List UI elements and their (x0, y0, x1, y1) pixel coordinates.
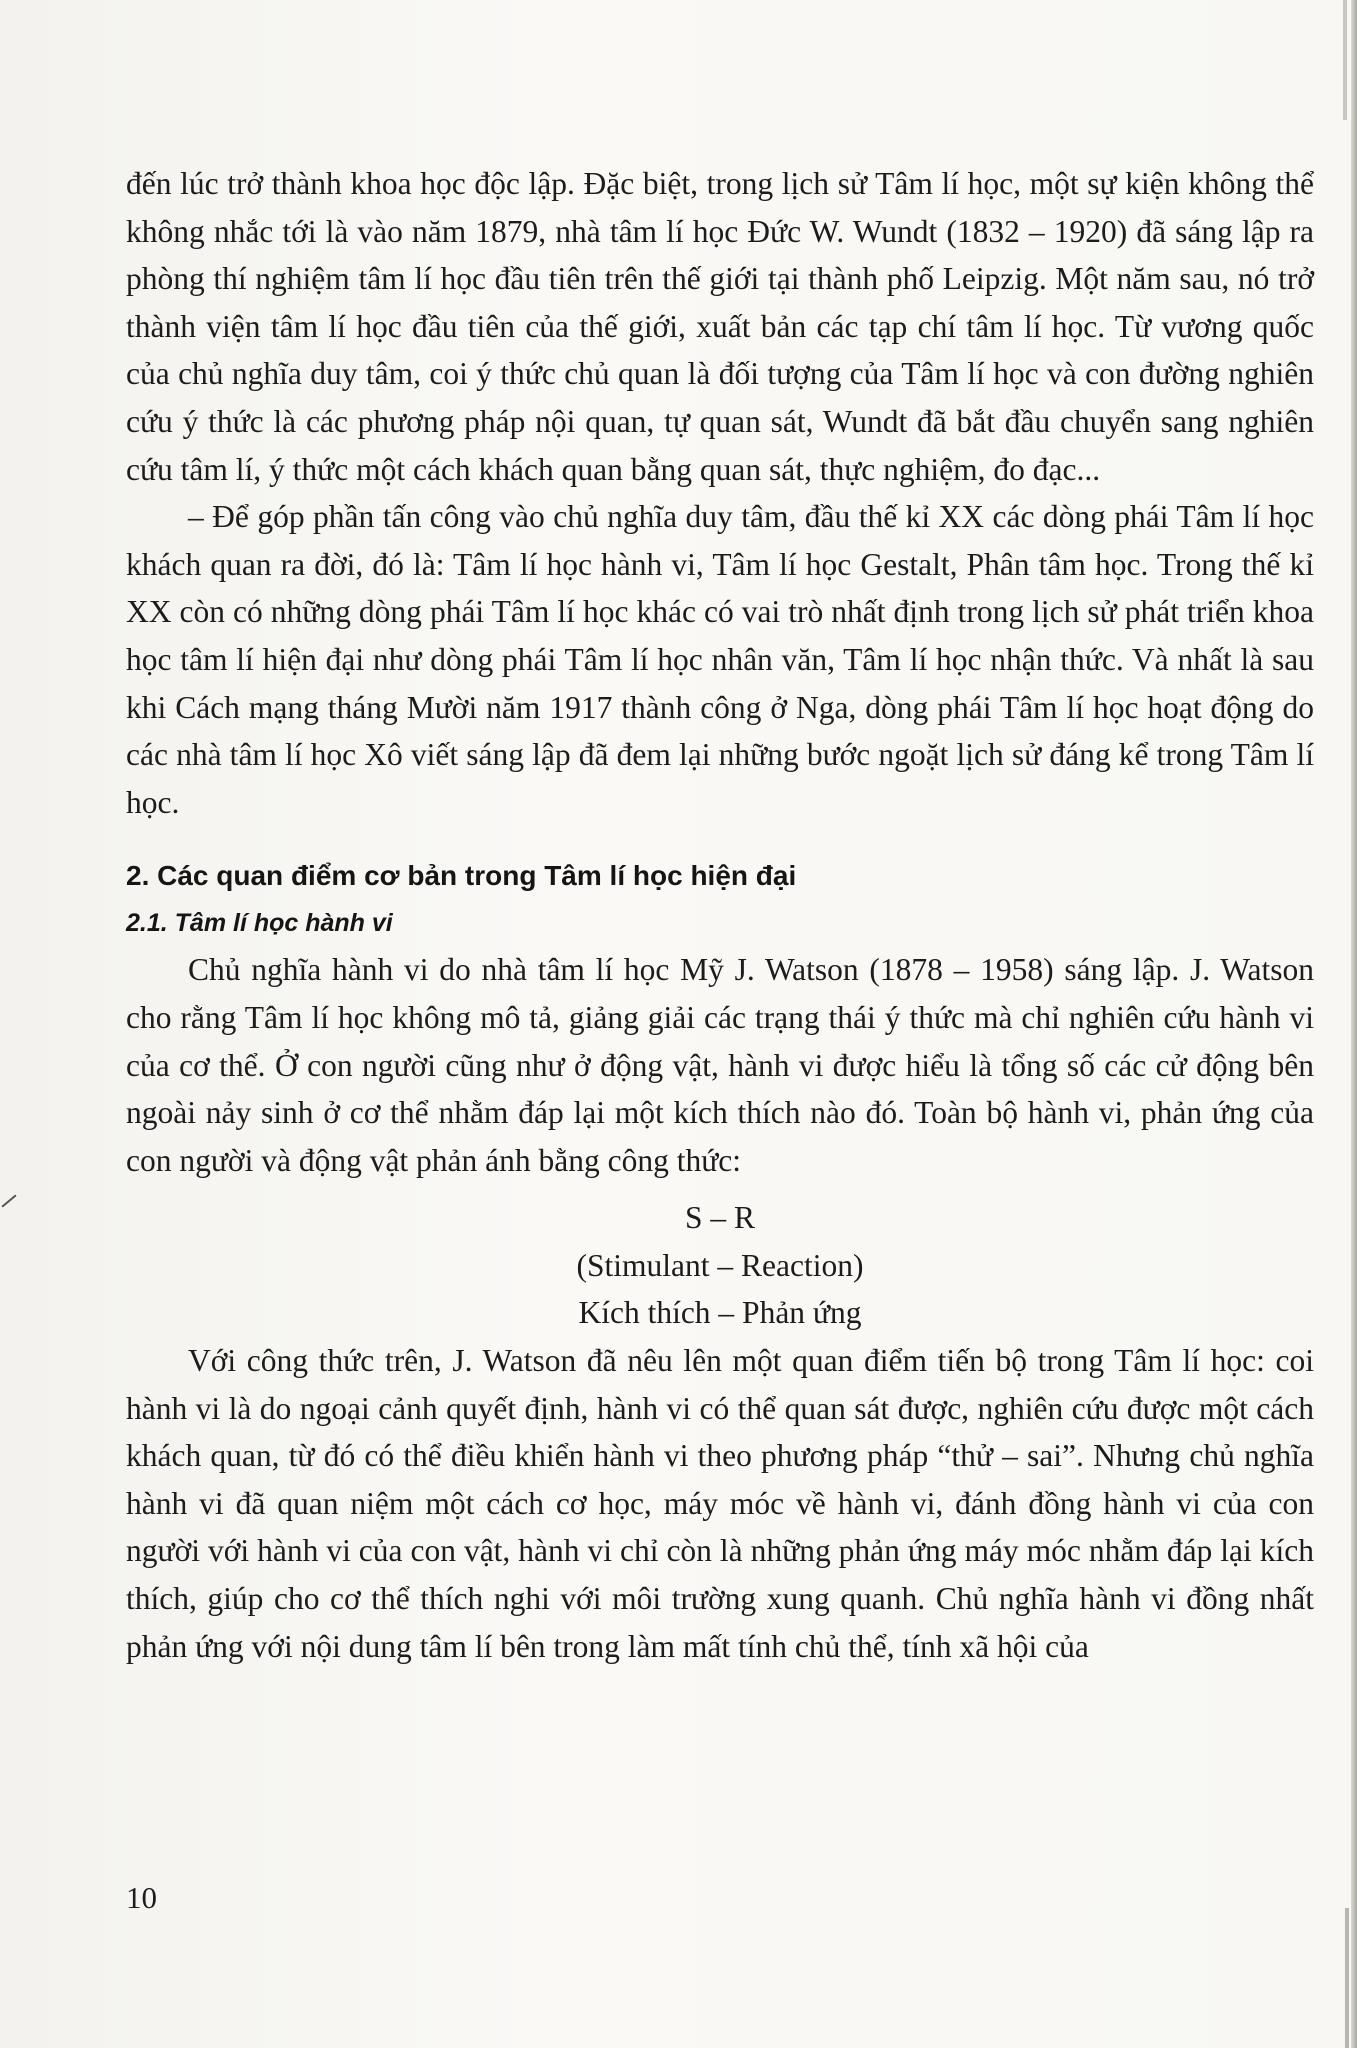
subsection-heading: 2.1. Tâm lí học hành vi (126, 909, 393, 938)
page-edge-shadow-top (1343, 0, 1347, 120)
formula-english: (Stimulant – Reaction) (576, 1247, 864, 1283)
page-body (126, 160, 1314, 1670)
paragraph-behaviorism: Chủ nghĩa hành vi do nhà tâm lí học Mỹ J. Watson (1878 – 1958) sáng lập. J. Watson cho rằng Tâm lí học không mô tả, giảng giải các trạng thái ý thức mà chỉ nghiên cứu hành vi của cơ thể. Ở con người cũng như ở động vật, hành vi được hiểu là tổng số các cử động bên ngoài nảy sinh ở cơ thể nhằm đáp lại một kích thích nào đó. Toàn bộ hành vi, phản ứng của con người và động vật phản ánh bằng công thức: (126, 952, 1314, 1178)
formula-s-r: S – R (684, 1200, 756, 1236)
formula-vietnamese: Kích thích – Phản ứng (578, 1295, 862, 1331)
paragraph-objective-psychology: – Để góp phần tấn công vào chủ nghĩa duy tâm, đầu thế kỉ XX các dòng phái Tâm lí học khách quan ra đời, đó là: Tâm lí học hành vi, Tâm lí học Gestalt, Phân tâm học. Trong thế kỉ XX còn có những dòng phái Tâm lí học khác có vai trò nhất định trong lịch sử phát triển khoa học tâm lí hiện đại như dòng phái Tâm lí học nhân văn, Tâm lí học nhận thức. Và nhất là sau khi Cách mạng tháng Mười năm 1917 thành công ở Nga, dòng phái Tâm lí học hoạt động do các nhà tâm lí học Xô viết sáng lập đã đem lại những bước ngoặt lịch sử đáng kể trong Tâm lí học. (126, 499, 1314, 820)
paragraph-conclusion: Với công thức trên, J. Watson đã nêu lên một quan điểm tiến bộ trong Tâm lí học: coi hành vi là do ngoại cảnh quyết định, hành vi có thể quan sát được, nghiên cứu được một cách khách quan, từ đó có thể điều khiển hành vi theo phương pháp “thử – sai”. Nhưng chủ nghĩa hành vi đã quan niệm một cách cơ học, máy móc về hành vi, đánh đồng hành vi của con người với hành vi của con vật, hành vi chỉ còn là những phản ứng máy móc nhằm đáp lại kích thích, giúp cho cơ thể thích nghi với môi trường xung quanh. Chủ nghĩa hành vi đồng nhất phản ứng với nội dung tâm lí bên trong làm mất tính chủ thể, tính xã hội của (126, 1343, 1314, 1664)
page-edge (1351, 0, 1357, 2048)
margin-mark (1, 1194, 16, 1207)
paragraph-wundt: đến lúc trở thành khoa học độc lập. Đặc biệt, trong lịch sử Tâm lí học, một sự kiện không thể không nhắc tới là vào năm 1879, nhà tâm lí học Đức W. Wundt (1832 – 1920) đã sáng lập ra phòng thí nghiệm tâm lí học đầu tiên trên thế giới tại thành phố Leipzig. Một năm sau, nó trở thành viện tâm lí học đầu tiên của thế giới, xuất bản các tạp chí tâm lí học. Từ vương quốc của chủ nghĩa duy tâm, coi ý thức chủ quan là đối tượng của Tâm lí học và con đường nghiên cứu ý thức là các phương pháp nội quan, tự quan sát, Wundt đã bắt đầu chuyển sang nghiên cứu tâm lí, ý thức một cách khách quan bằng quan sát, thực nghiệm, đo đạc... (126, 166, 1314, 487)
page-edge-shadow-bottom (1345, 1908, 1349, 2048)
page-number: 10 (126, 1880, 157, 1915)
section-heading: 2. Các quan điểm cơ bản trong Tâm lí học hiện đại (126, 860, 797, 892)
